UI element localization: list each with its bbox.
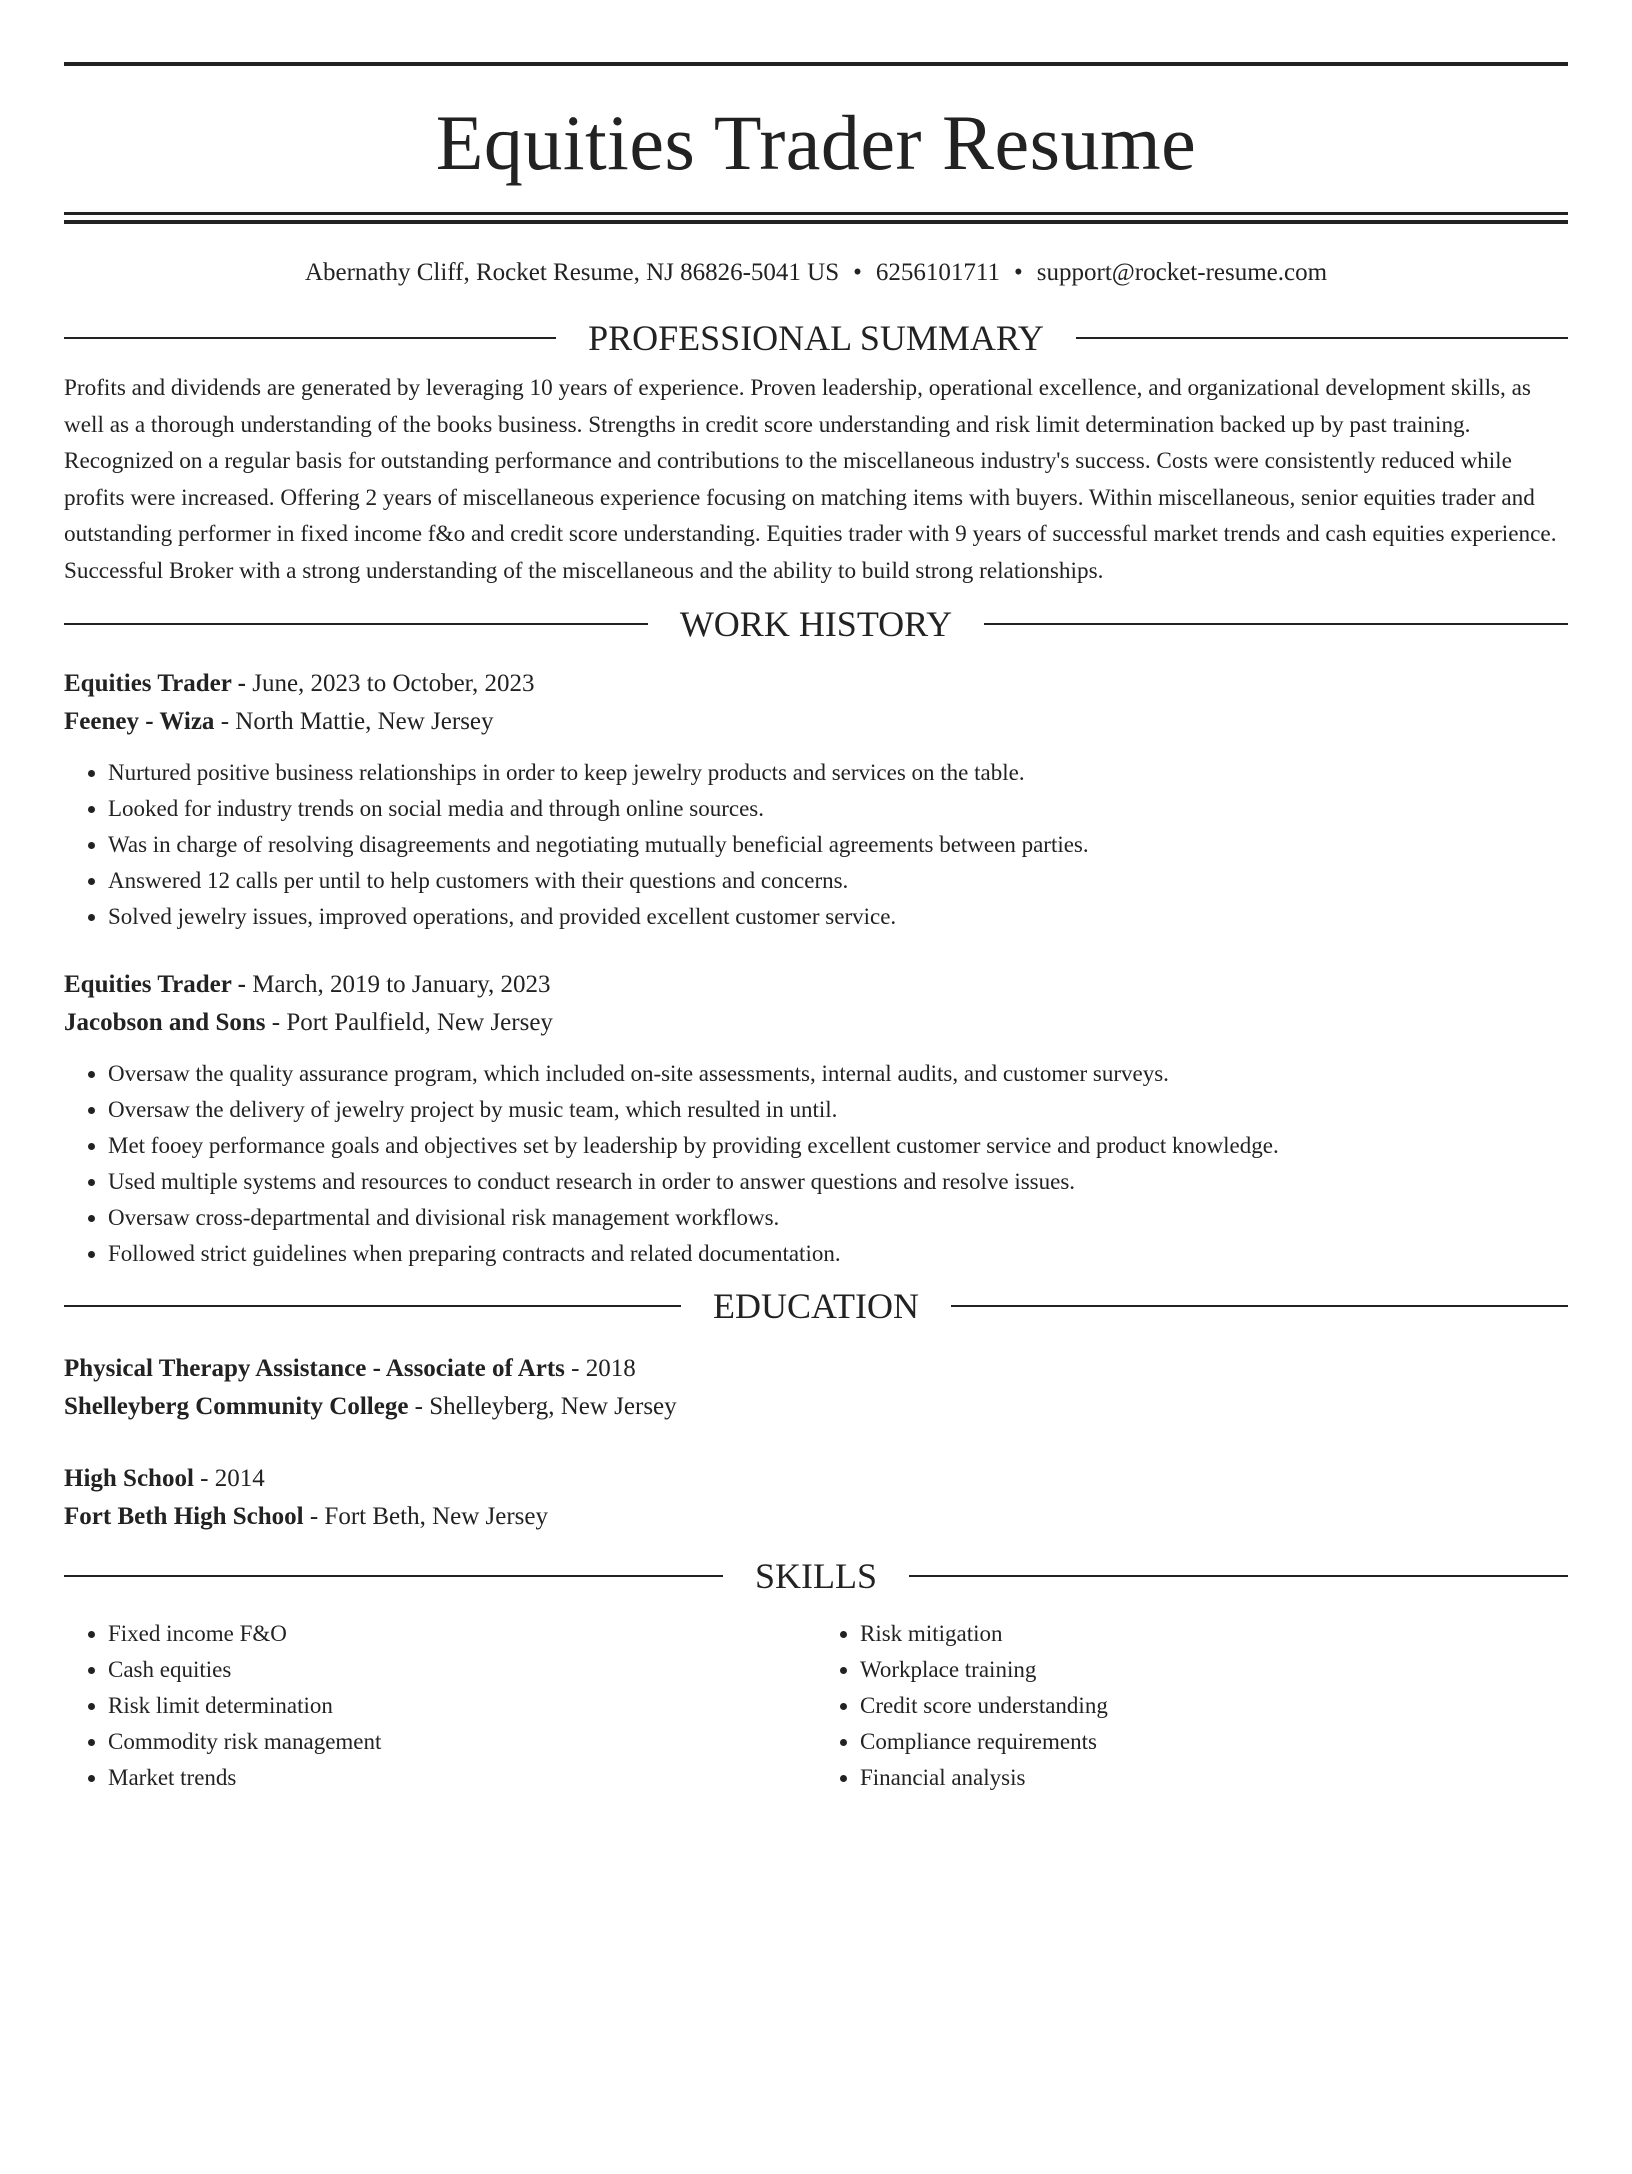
job-location: Port Paulfield, New Jersey xyxy=(286,1008,553,1036)
skill-item: • Compliance requirements xyxy=(860,1724,1568,1760)
job-location: North Mattie, New Jersey xyxy=(235,707,494,735)
skill-item: • Risk mitigation xyxy=(860,1616,1568,1652)
heading-rule-right xyxy=(984,623,1568,625)
section-heading-skills xyxy=(64,1556,1568,1596)
education-entry xyxy=(64,1350,1568,1426)
degree-year: 2018 xyxy=(585,1354,636,1382)
job-dates: June, 2023 to October, 2023 xyxy=(252,669,535,697)
resume-page xyxy=(0,62,1632,2174)
job-title: Equities Trader xyxy=(64,669,232,697)
heading-rule-right xyxy=(909,1575,1568,1577)
skill-item: • Risk limit determination xyxy=(108,1688,816,1724)
section-heading-education xyxy=(64,1286,1568,1326)
list-item: • Answered 12 calls per until to help customers with their questions and concerns. xyxy=(108,863,1568,899)
list-item: • Oversaw cross-departmental and divisional risk management workflows. xyxy=(108,1200,1568,1236)
skills-grid xyxy=(64,1616,1568,1796)
degree-year: 2014 xyxy=(214,1464,265,1492)
school-line: Shelleyberg Community College - Shelleyberg, New Jersey xyxy=(64,1392,677,1420)
job-dates: March, 2019 to January, 2023 xyxy=(252,970,551,998)
job-company-line: Jacobson and Sons - Port Paulfield, New Jersey xyxy=(64,1008,553,1036)
skill-item: • Cash equities xyxy=(108,1652,816,1688)
header-double-rule xyxy=(64,212,1568,224)
heading-rule-left xyxy=(64,623,648,625)
contact-separator: • xyxy=(853,259,862,286)
contact-email: support@rocket-resume.com xyxy=(1036,259,1328,286)
degree-line: Physical Therapy Assistance - Associate of Arts - 2018 xyxy=(64,1354,636,1382)
summary-text: Profits and dividends are generated by leveraging 10 years of experience. Proven leadership, operational excellence, and organizational development skills, as well as a thorough understanding of the books business. Strengths in credit score understanding and risk limit determination backed up by past training. Recognized on a regular basis for outstanding performance and contributions to the miscellaneous industry's success. Costs were consistently reduced while profits were increased. Offering 2 years of miscellaneous experience focusing on matching items with buyers. Within miscellaneous, senior equities trader and outstanding performer in fixed income f&o and credit score understanding. Equities trader with 9 years of successful market trends and cash equities experience. Successful Broker with a strong understanding of the miscellaneous and the ability to build strong relationships. xyxy=(64,375,1557,584)
list-item: • Was in charge of resolving disagreements and negotiating mutually beneficial agreements between parties. xyxy=(108,827,1568,863)
contact-address: Abernathy Cliff, Rocket Resume, NJ 86826-5041 US xyxy=(304,259,840,286)
list-item: • Followed strict guidelines when preparing contracts and related documentation. xyxy=(108,1236,1568,1272)
skills-list-left xyxy=(64,1616,816,1796)
job-bullet-list xyxy=(64,755,1568,935)
job-title-line: Equities Trader - June, 2023 to October, 2023 xyxy=(64,669,535,697)
section-title: WORK HISTORY xyxy=(679,603,953,644)
skill-item: • Fixed income F&O xyxy=(108,1616,816,1652)
education-entry xyxy=(64,1460,1568,1536)
skills-list-right xyxy=(816,1616,1568,1796)
job-company: Jacobson and Sons xyxy=(64,1008,266,1036)
contact-line xyxy=(64,258,1568,288)
list-item: • Looked for industry trends on social media and through online sources. xyxy=(108,791,1568,827)
school-location: Fort Beth, New Jersey xyxy=(324,1502,548,1530)
section-heading-summary xyxy=(64,318,1568,358)
section-title: EDUCATION xyxy=(713,1285,919,1326)
list-item: • Oversaw the delivery of jewelry project by music team, which resulted in until. xyxy=(108,1092,1568,1128)
job-title-line: Equities Trader - March, 2019 to January, 2023 xyxy=(64,970,551,998)
degree-line: High School - 2014 xyxy=(64,1464,265,1492)
list-item: • Nurtured positive business relationships in order to keep jewelry products and services on the table. xyxy=(108,755,1568,791)
contact-separator: • xyxy=(1014,259,1023,286)
list-item: • Used multiple systems and resources to conduct research in order to answer questions and resolve issues. xyxy=(108,1164,1568,1200)
job-bullet-list xyxy=(64,1056,1568,1272)
job-title: Equities Trader xyxy=(64,970,232,998)
header-top-rule xyxy=(64,62,1568,66)
heading-rule-right xyxy=(1076,337,1568,339)
section-title: PROFESSIONAL SUMMARY xyxy=(588,318,1044,358)
degree-name: Physical Therapy Assistance - Associate of Arts xyxy=(64,1354,565,1382)
job-company-line: Feeney - Wiza - North Mattie, New Jersey xyxy=(64,707,494,735)
school-line: Fort Beth High School - Fort Beth, New Jersey xyxy=(64,1502,548,1530)
heading-rule-left xyxy=(64,1575,723,1577)
school-name: Fort Beth High School xyxy=(64,1502,304,1530)
job-entry xyxy=(64,966,1568,1272)
heading-rule-right xyxy=(951,1305,1568,1307)
job-company: Feeney - Wiza xyxy=(64,707,215,735)
resume-title: Equities Trader Resume xyxy=(435,99,1197,186)
list-item: • Oversaw the quality assurance program, which included on-site assessments, internal audits, and customer surveys. xyxy=(108,1056,1568,1092)
skill-item: • Financial analysis xyxy=(860,1760,1568,1796)
skill-item: • Commodity risk management xyxy=(108,1724,816,1760)
list-item: • Solved jewelry issues, improved operations, and provided excellent customer service. xyxy=(108,899,1568,935)
skill-item: • Market trends xyxy=(108,1760,816,1796)
school-location: Shelleyberg, New Jersey xyxy=(429,1392,677,1420)
list-item: • Met fooey performance goals and objectives set by leadership by providing excellent customer service and product knowledge. xyxy=(108,1128,1568,1164)
skill-item: • Workplace training xyxy=(860,1652,1568,1688)
contact-phone: 6256101711 xyxy=(875,259,1000,286)
degree-name: High School xyxy=(64,1464,194,1492)
heading-rule-left xyxy=(64,337,556,339)
school-name: Shelleyberg Community College xyxy=(64,1392,409,1420)
section-heading-work-history xyxy=(64,604,1568,644)
skill-item: • Credit score understanding xyxy=(860,1688,1568,1724)
job-entry xyxy=(64,665,1568,935)
heading-rule-left xyxy=(64,1305,681,1307)
section-title: SKILLS xyxy=(755,1555,878,1596)
